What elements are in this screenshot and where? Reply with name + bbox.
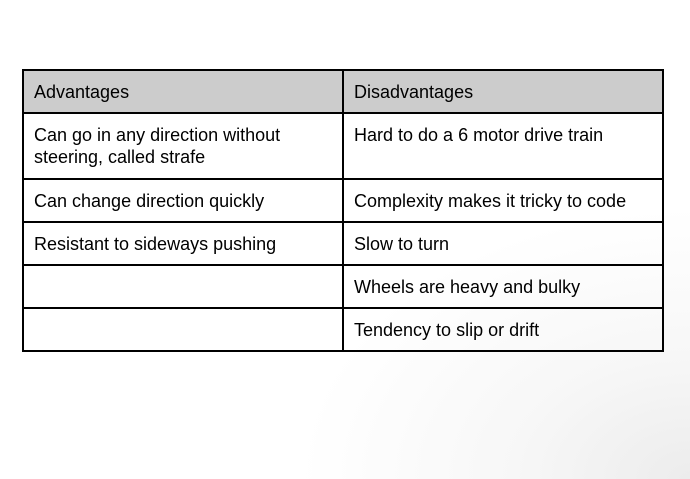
table-row (23, 308, 663, 351)
table-row (23, 222, 663, 265)
table-row (23, 113, 663, 179)
advantage-cell: Can go in any direction without steering, called strafe (23, 113, 343, 179)
header-advantages: Advantages (23, 70, 343, 113)
advantage-cell: Can change direction quickly (23, 179, 343, 222)
disadvantage-cell: Complexity makes it tricky to code (343, 179, 663, 222)
advantage-cell: Resistant to sideways pushing (23, 222, 343, 265)
disadvantage-cell: Tendency to slip or drift (343, 308, 663, 351)
advantage-cell (23, 265, 343, 308)
disadvantage-cell: Slow to turn (343, 222, 663, 265)
table-row (23, 265, 663, 308)
disadvantage-cell: Hard to do a 6 motor drive train (343, 113, 663, 179)
header-disadvantages: Disadvantages (343, 70, 663, 113)
header-row (23, 70, 663, 113)
table-row (23, 179, 663, 222)
advantage-cell (23, 308, 343, 351)
disadvantage-cell: Wheels are heavy and bulky (343, 265, 663, 308)
table-header (23, 70, 663, 113)
table-body (23, 113, 663, 351)
pros-cons-table (22, 69, 664, 352)
